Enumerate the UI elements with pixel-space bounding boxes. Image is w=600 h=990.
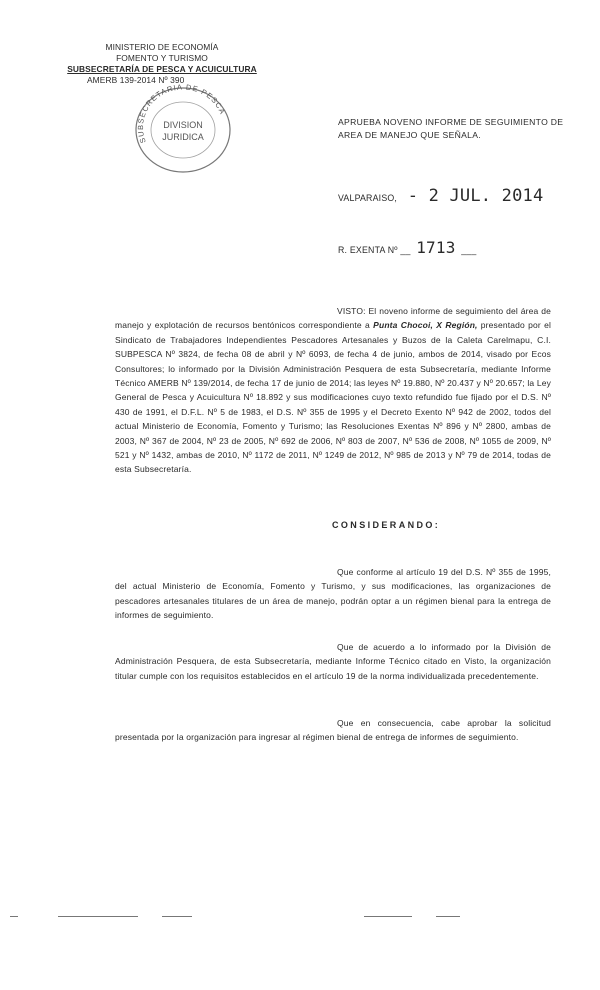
stamp-inner-line1: DIVISION bbox=[163, 120, 203, 130]
considerando-paragraph-3: Que en consecuencia, cabe aprobar la solicitud presentada por la organización para ingresar al régimen bienal de entrega de informes de seguimiento. bbox=[115, 718, 551, 743]
footer-rule-5 bbox=[436, 916, 460, 917]
footer-rule-3 bbox=[162, 916, 192, 917]
visto-text-part2: presentado por el Sindicato de Trabajadores Independientes Pescadores Artesanales y Buzos de la Caleta Carelmapu, C.I. SUBPESCA Nº 3824, de fecha 08 de abril y Nº 6093, de fecha 4 de junio, ambos de 2014, visado por Ecos Consultores; lo informado por la División Administración Pesquera de esta Subsecretaría, mediante Informe Técnico AMERB Nº 139/2014, de fecha 17 de junio de 2014; las leyes Nº 19.880, Nº 20.437 y Nº 20.657; la Ley General de Pesca y Acuicultura Nº 18.892 y sus modificaciones cuyo texto refundido fue fijado por el D.S. Nº 430 de 1991, el D.F.L. Nº 5 de 1983, el D.S. Nº 355 de 1995 y el Decreto Exento Nº 942 de 2002, todos del actual Ministerio de Economía, Fomento y Turismo; las Resoluciones Exentas Nº 896 y Nº 2800, ambas de 2003, Nº 367 de 2004, Nº 23 de 2005, Nº 692 de 2006, Nº 803 de 2007, Nº 536 de 2008, Nº 1055 de 2009, Nº 521 y Nº 1432, ambas de 2010, Nº 1172 de 2011, Nº 1249 de 2012, Nº 985 de 2013 y Nº 79 de 2014, todas de esta Subsecretaría. bbox=[115, 320, 552, 475]
resolution-prefix: R. EXENTA Nº bbox=[338, 245, 398, 255]
resolution-number-line bbox=[338, 238, 477, 257]
stamp-inner-line2: JURIDICA bbox=[162, 132, 204, 142]
date-line bbox=[338, 186, 543, 206]
letterhead-reference: AMERB 139-2014 Nº 390 bbox=[87, 75, 185, 85]
letterhead-subsecretaria: SUBSECRETARÍA DE PESCA Y ACUICULTURA bbox=[67, 64, 257, 74]
resolution-blank-right: ___ bbox=[461, 245, 477, 255]
stamp-outer-text: SUBSECRETARIA DE PESCA bbox=[135, 82, 228, 145]
footer-rule-1 bbox=[10, 916, 18, 917]
resolution-number: 1713 bbox=[416, 238, 456, 257]
considerando-heading: CONSIDERANDO: bbox=[332, 520, 441, 530]
visto-text-part1: VISTO: El noveno informe de seguimiento del área de manejo y explotación de recursos bentónicos correspondiente a bbox=[115, 306, 551, 331]
letterhead-ministry: MINISTERIO DE ECONOMÍA bbox=[105, 42, 219, 52]
considerando-paragraph-2: Que de acuerdo a lo informado por la División de Administración Pesquera, de esta Subsecretaría, mediante Informe Técnico citado en Visto, la organización titular cumple con los requisitos establecidos en el artículo 19 de la norma individualizada precedentemente. bbox=[115, 642, 551, 681]
letterhead-ministry-sub: FOMENTO Y TURISMO bbox=[116, 53, 208, 63]
date-place: VALPARAISO, bbox=[338, 193, 398, 203]
considerando-paragraph-1: Que conforme al artículo 19 del D.S. Nº 355 de 1995, del actual Ministerio de Economía, Fomento y Turismo, y sus modificaciones, las organizaciones de pescadores artesanales titulares de un área de manejo, podrán optar a un régimen bienal para la entrega de informes de seguimiento. bbox=[115, 567, 551, 621]
resolution-subject: APRUEBA NOVENO INFORME DE SEGUIMIENTO DE AREA DE MANEJO QUE SEÑALA. bbox=[338, 117, 564, 140]
footer-rule-4 bbox=[364, 916, 412, 917]
visto-paragraph bbox=[115, 304, 551, 477]
visto-emphasis: Punta Chocoi, X Región, bbox=[373, 320, 478, 331]
resolution-blank-left: __ bbox=[400, 245, 411, 255]
date-stamped: - 2 JUL. 2014 bbox=[407, 186, 544, 206]
footer-rule-2 bbox=[58, 916, 138, 917]
division-juridica-stamp bbox=[128, 80, 238, 175]
